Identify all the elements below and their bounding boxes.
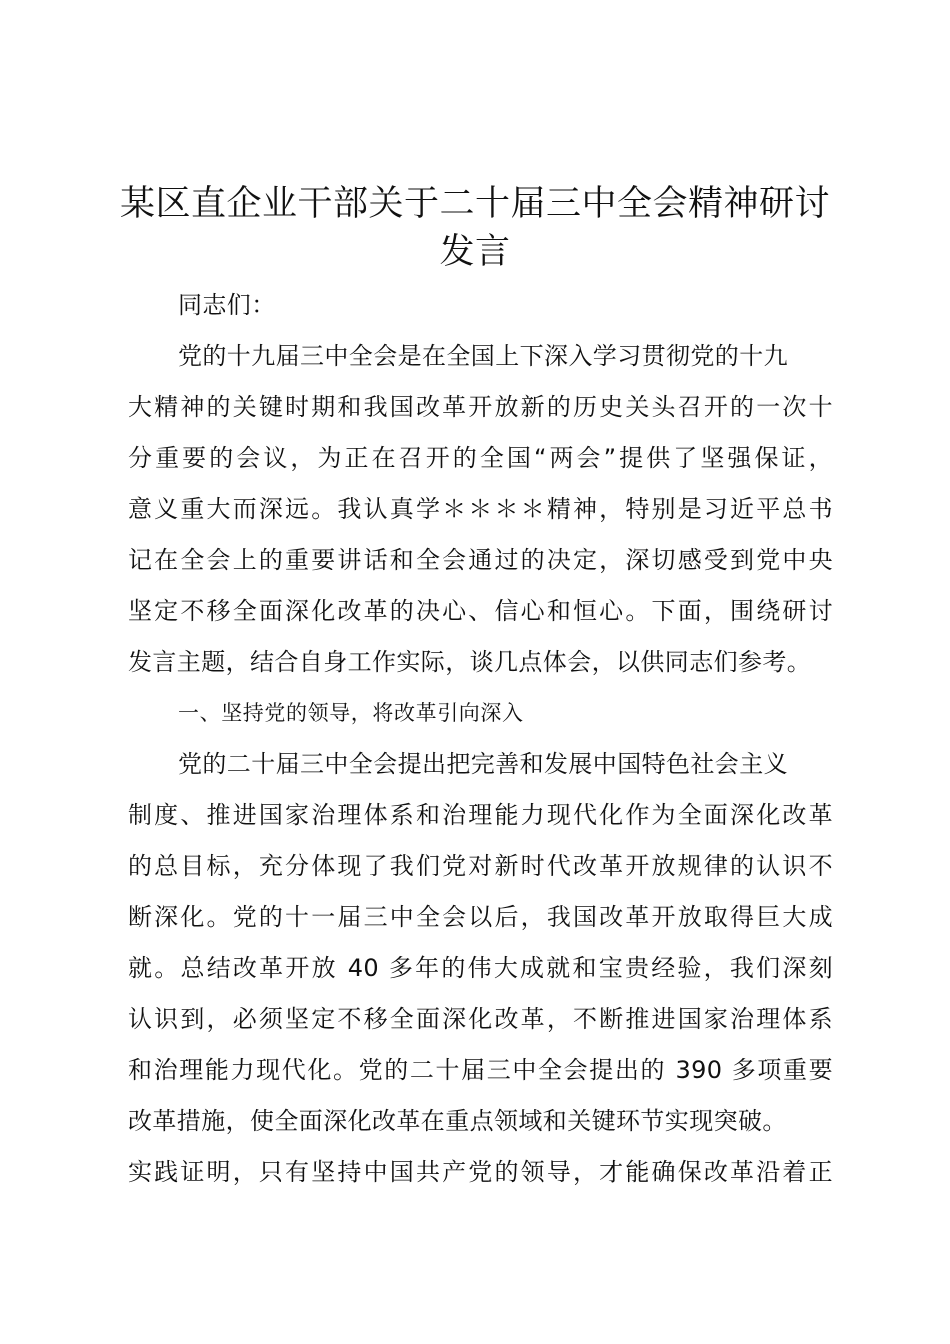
paragraph-line: 党的十九届三中全会是在全国上下深入学习贯彻党的十九	[178, 342, 788, 370]
title-line-2: 发言	[439, 232, 511, 272]
paragraph-line: 改革措施，使全面深化改革在重点领域和关键环节实现突破。	[128, 1107, 787, 1135]
paragraph-line: 党的二十届三中全会提出把完善和发展中国特色社会主义	[178, 750, 788, 778]
paragraph-line: 实践证明，只有坚持中国共产党的领导，才能确保改革沿着正	[128, 1158, 833, 1186]
paragraph-line: 认识到，必须坚定不移全面深化改革，不断推进国家治理体系	[128, 1005, 833, 1033]
paragraph-line: 的总目标，充分体现了我们党对新时代改革开放规律的认识不	[128, 852, 833, 880]
paragraph-line: 就。总结改革开放 40 多年的伟大成就和宝贵经验，我们深刻	[128, 954, 833, 982]
paragraph-line: 意义重大而深远。我认真学＊＊＊＊精神，特别是习近平总书	[128, 495, 833, 523]
paragraph-line: 制度、推进国家治理体系和治理能力现代化作为全面深化改革	[128, 801, 833, 829]
paragraph-line: 记在全会上的重要讲话和全会通过的决定，深切感受到党中央	[128, 546, 833, 574]
paragraph-line: 分重要的会议，为正在召开的全国“两会”提供了坚强保证，	[128, 444, 833, 472]
document-body	[128, 283, 833, 1201]
document-title	[110, 180, 840, 276]
paragraph-line: 发言主题，结合自身工作实际，谈几点体会，以供同志们参考。	[128, 648, 812, 676]
title-line-1: 某区直企业干部关于二十届三中全会精神研讨	[119, 184, 830, 224]
paragraph-line: 坚定不移全面深化改革的决心、信心和恒心。下面，围绕研讨	[128, 597, 833, 625]
paragraph-line: 大精神的关键时期和我国改革开放新的历史关头召开的一次十	[128, 393, 833, 421]
paragraph-line: 和治理能力现代化。党的二十届三中全会提出的 390 多项重要	[128, 1056, 833, 1084]
section-heading: 一、坚持党的领导，将改革引向深入	[178, 701, 524, 725]
paragraph-line: 断深化。党的十一届三中全会以后，我国改革开放取得巨大成	[128, 903, 833, 931]
salutation: 同志们：	[178, 291, 276, 319]
